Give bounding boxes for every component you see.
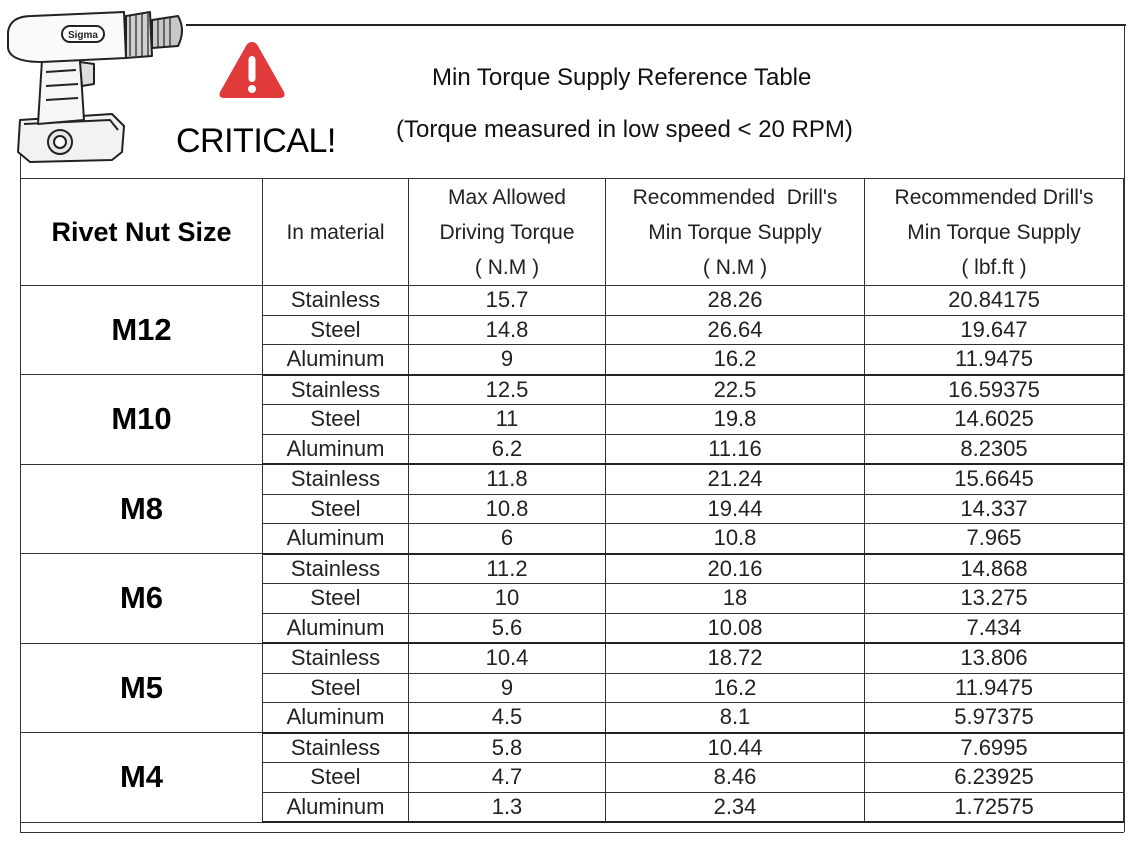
recommended-lbf-cell: 11.9475 [865, 345, 1124, 375]
recommended-lbf-cell: 7.6995 [865, 733, 1124, 763]
recommended-nm-cell: 16.2 [606, 673, 865, 703]
recommended-nm-cell: 22.5 [606, 375, 865, 405]
material-cell: Aluminum [263, 434, 409, 464]
recommended-nm-cell: 19.8 [606, 405, 865, 435]
material-cell: Aluminum [263, 345, 409, 375]
rivet-nut-size-cell: M6 [21, 554, 263, 644]
table-title: Min Torque Supply Reference Table [432, 64, 812, 91]
recommended-lbf-cell: 14.6025 [865, 405, 1124, 435]
material-cell: Steel [263, 673, 409, 703]
rivet-nut-size-cell: M4 [21, 733, 263, 823]
recommended-lbf-cell: 11.9475 [865, 673, 1124, 703]
header-max-torque-unit: ( N.M ) [474, 255, 540, 279]
table-row [21, 464, 1124, 494]
drill-icon [2, 2, 186, 164]
recommended-lbf-cell: 20.84175 [865, 286, 1124, 316]
recommended-nm-cell: 10.08 [606, 613, 865, 643]
recommended-lbf-cell: 1.72575 [865, 792, 1124, 822]
material-cell: Stainless [263, 286, 409, 316]
material-cell: Stainless [263, 733, 409, 763]
recommended-nm-cell: 8.46 [606, 763, 865, 793]
material-cell: Steel [263, 494, 409, 524]
max-torque-cell: 4.7 [409, 763, 606, 793]
max-torque-cell: 11 [409, 405, 606, 435]
recommended-lbf-cell: 19.647 [865, 315, 1124, 345]
recommended-nm-cell: 18.72 [606, 643, 865, 673]
max-torque-cell: 12.5 [409, 375, 606, 405]
frame-right-border [1124, 24, 1125, 832]
recommended-lbf-cell: 13.806 [865, 643, 1124, 673]
material-cell: Stainless [263, 464, 409, 494]
recommended-nm-cell: 11.16 [606, 434, 865, 464]
table-body [21, 286, 1124, 823]
header-recommended-nm-line: Min Torque Supply [648, 220, 822, 244]
warning-triangle-icon [216, 38, 288, 102]
recommended-lbf-cell: 6.23925 [865, 763, 1124, 793]
header-recommended-nm-unit: ( N.M ) [702, 255, 768, 279]
max-torque-cell: 5.6 [409, 613, 606, 643]
header-rivet-nut-size: Rivet Nut Size [21, 179, 263, 286]
material-cell: Stainless [263, 554, 409, 584]
material-cell: Stainless [263, 375, 409, 405]
material-cell: Steel [263, 763, 409, 793]
critical-warning-label: CRITICAL! [176, 122, 336, 160]
recommended-lbf-cell: 5.97375 [865, 703, 1124, 733]
material-cell: Steel [263, 405, 409, 435]
header-max-torque-line: Max Allowed [448, 185, 566, 209]
recommended-lbf-cell: 7.965 [865, 524, 1124, 554]
recommended-nm-cell: 18 [606, 584, 865, 614]
material-cell: Steel [263, 584, 409, 614]
max-torque-cell: 5.8 [409, 733, 606, 763]
rivet-nut-size-cell: M8 [21, 464, 263, 554]
rivet-nut-size-cell: M10 [21, 375, 263, 465]
header-recommended-lbf-line: Min Torque Supply [907, 220, 1081, 244]
table-row [21, 554, 1124, 584]
recommended-lbf-cell: 14.337 [865, 494, 1124, 524]
recommended-lbf-cell: 15.6645 [865, 464, 1124, 494]
recommended-lbf-cell: 13.275 [865, 584, 1124, 614]
recommended-nm-cell: 26.64 [606, 315, 865, 345]
header-row [21, 179, 1124, 286]
table-row [21, 733, 1124, 763]
recommended-nm-cell: 8.1 [606, 703, 865, 733]
max-torque-cell: 9 [409, 345, 606, 375]
material-cell: Stainless [263, 643, 409, 673]
header-recommended-lbf [865, 179, 1124, 286]
recommended-lbf-cell: 14.868 [865, 554, 1124, 584]
recommended-nm-cell: 16.2 [606, 345, 865, 375]
material-cell: Aluminum [263, 613, 409, 643]
table-row [21, 375, 1124, 405]
material-cell: Aluminum [263, 792, 409, 822]
material-cell: Steel [263, 315, 409, 345]
torque-table [20, 178, 1124, 823]
frame-top-border [186, 24, 1126, 26]
max-torque-cell: 10 [409, 584, 606, 614]
max-torque-cell: 11.8 [409, 464, 606, 494]
brand-label: Sigma [67, 30, 99, 41]
recommended-nm-cell: 10.8 [606, 524, 865, 554]
rivet-nut-size-cell: M12 [21, 286, 263, 375]
max-torque-cell: 4.5 [409, 703, 606, 733]
header-recommended-nm [606, 179, 865, 286]
max-torque-cell: 6 [409, 524, 606, 554]
table-row [21, 643, 1124, 673]
recommended-lbf-cell: 7.434 [865, 613, 1124, 643]
table-row [21, 286, 1124, 316]
max-torque-cell: 1.3 [409, 792, 606, 822]
table-subtitle: (Torque measured in low speed < 20 RPM) [396, 116, 853, 143]
header-recommended-lbf-unit: ( lbf.ft ) [961, 255, 1027, 279]
recommended-nm-cell: 21.24 [606, 464, 865, 494]
header-recommended-lbf-line: Recommended Drill's [894, 185, 1094, 209]
recommended-lbf-cell: 16.59375 [865, 375, 1124, 405]
rivet-nut-size-cell: M5 [21, 643, 263, 733]
recommended-nm-cell: 2.34 [606, 792, 865, 822]
recommended-nm-cell: 28.26 [606, 286, 865, 316]
max-torque-cell: 15.7 [409, 286, 606, 316]
max-torque-cell: 9 [409, 673, 606, 703]
max-torque-cell: 10.4 [409, 643, 606, 673]
frame-bottom-border [20, 832, 1124, 833]
header-material: In material [263, 179, 409, 286]
header-recommended-nm-line: Recommended Drill's [632, 185, 838, 209]
max-torque-cell: 14.8 [409, 315, 606, 345]
material-cell: Aluminum [263, 524, 409, 554]
max-torque-cell: 6.2 [409, 434, 606, 464]
max-torque-cell: 10.8 [409, 494, 606, 524]
recommended-nm-cell: 19.44 [606, 494, 865, 524]
recommended-nm-cell: 10.44 [606, 733, 865, 763]
material-cell: Aluminum [263, 703, 409, 733]
recommended-nm-cell: 20.16 [606, 554, 865, 584]
header-max-torque-line: Driving Torque [439, 220, 575, 244]
header-max-torque [409, 179, 606, 286]
max-torque-cell: 11.2 [409, 554, 606, 584]
recommended-lbf-cell: 8.2305 [865, 434, 1124, 464]
